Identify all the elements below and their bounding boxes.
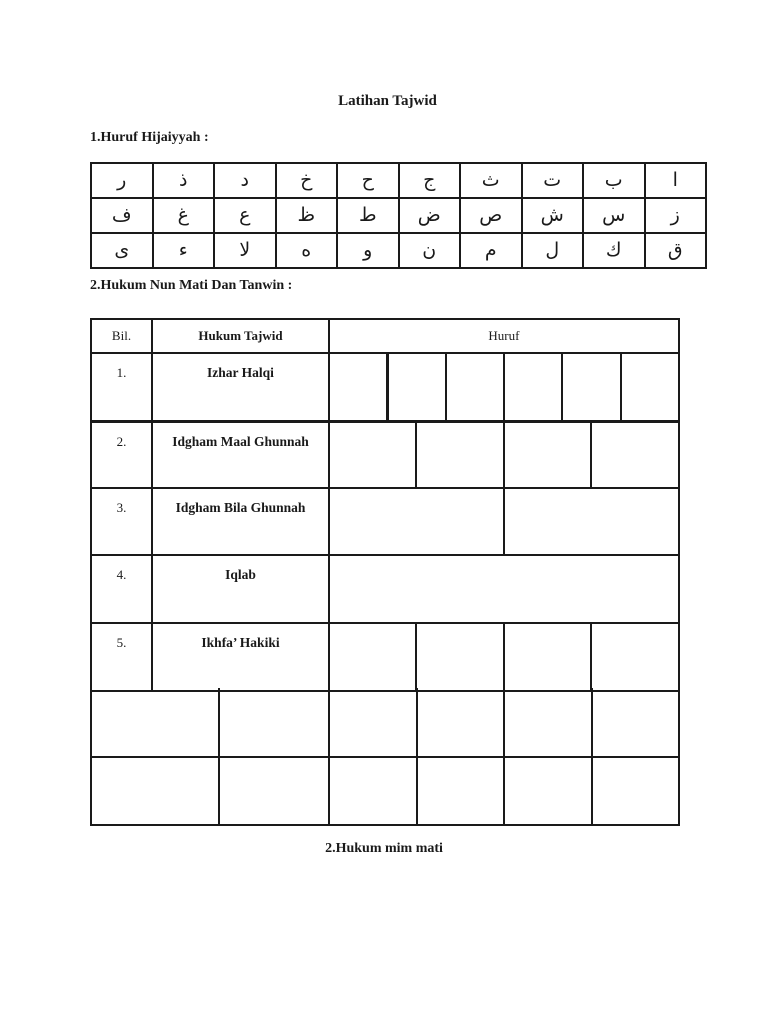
row-number: 1. bbox=[91, 353, 152, 421]
header-hukum-tajwid: Hukum Tajwid bbox=[152, 319, 329, 353]
table-row-iqlab bbox=[91, 555, 679, 623]
hijaiyyah-letter-cell: ج bbox=[399, 163, 461, 198]
section-heading-huruf-hijaiyyah: 1.Huruf Hijaiyyah : bbox=[90, 130, 209, 145]
hijaiyyah-letter-cell: ف bbox=[91, 198, 153, 233]
hijaiyyah-letter-cell: خ bbox=[276, 163, 338, 198]
answer-cell bbox=[504, 757, 592, 825]
empty-grid-row bbox=[91, 688, 679, 757]
answer-cell bbox=[329, 757, 417, 825]
answer-cell bbox=[621, 353, 679, 421]
table-row-idgham-maal-ghunnah bbox=[91, 421, 679, 488]
hukum-label-idgham-bila-ghunnah: Idgham Bila Ghunnah bbox=[152, 488, 329, 555]
hijaiyyah-letter-cell: ت bbox=[522, 163, 584, 198]
hukum-label-idgham-maal-ghunnah: Idgham Maal Ghunnah bbox=[152, 421, 329, 488]
hijaiyyah-letter-cell: ى bbox=[91, 233, 153, 268]
answer-cell bbox=[504, 488, 679, 555]
answer-cell bbox=[387, 353, 445, 421]
table-row-izhar-halqi bbox=[91, 353, 679, 421]
hijaiyyah-table bbox=[90, 162, 707, 269]
hijaiyyah-letter-cell: ض bbox=[399, 198, 461, 233]
hijaiyyah-letter-cell: ز bbox=[645, 198, 707, 233]
section-heading-hukum-nun-mati: 2.Hukum Nun Mati Dan Tanwin : bbox=[90, 278, 293, 293]
answer-cell bbox=[329, 688, 417, 757]
hijaiyyah-letter-cell: ح bbox=[337, 163, 399, 198]
hukum-label-ikhfa-hakiki: Ikhfa’ Hakiki bbox=[152, 623, 329, 691]
header-huruf: Huruf bbox=[329, 319, 679, 353]
hijaiyyah-letter-cell: ا bbox=[645, 163, 707, 198]
hijaiyyah-letter-cell: س bbox=[583, 198, 645, 233]
answer-cell bbox=[91, 757, 219, 825]
hijaiyyah-letter-cell: ه bbox=[276, 233, 338, 268]
answer-cell bbox=[446, 353, 504, 421]
answer-cell bbox=[329, 353, 387, 421]
hijaiyyah-letter-cell: د bbox=[214, 163, 276, 198]
hijaiyyah-letter-cell: ن bbox=[399, 233, 461, 268]
hijaiyyah-letter-cell: و bbox=[337, 233, 399, 268]
empty-answer-grid bbox=[90, 688, 680, 826]
answer-cell bbox=[329, 488, 504, 555]
hijaiyyah-letter-cell: ذ bbox=[153, 163, 215, 198]
row-number: 3. bbox=[91, 488, 152, 555]
answer-cell bbox=[329, 623, 416, 691]
answer-cell bbox=[562, 353, 620, 421]
hijaiyyah-letter-cell: ع bbox=[214, 198, 276, 233]
hijaiyyah-letter-cell: ث bbox=[460, 163, 522, 198]
hijaiyyah-letter-cell: ظ bbox=[276, 198, 338, 233]
hukum-label-iqlab: Iqlab bbox=[152, 555, 329, 623]
hijaiyyah-row bbox=[91, 198, 706, 233]
answer-cell bbox=[219, 688, 329, 757]
row-number: 5. bbox=[91, 623, 152, 691]
answer-cell bbox=[591, 623, 678, 691]
hijaiyyah-letter-cell: ص bbox=[460, 198, 522, 233]
table-row-ikhfa-hakiki bbox=[91, 623, 679, 691]
answer-cell bbox=[591, 421, 678, 488]
hijaiyyah-letter-cell: ش bbox=[522, 198, 584, 233]
answer-cell bbox=[416, 421, 503, 488]
hijaiyyah-letter-cell: م bbox=[460, 233, 522, 268]
hijaiyyah-letter-cell: ب bbox=[583, 163, 645, 198]
answer-cell bbox=[417, 757, 505, 825]
answer-cell bbox=[91, 688, 219, 757]
answer-cell bbox=[592, 688, 680, 757]
answer-cell bbox=[219, 757, 329, 825]
answer-cell bbox=[504, 421, 591, 488]
answer-cell bbox=[504, 623, 591, 691]
hijaiyyah-letter-cell: ك bbox=[583, 233, 645, 268]
hijaiyyah-row bbox=[91, 233, 706, 268]
hukum-nun-mati-table bbox=[90, 318, 680, 692]
hijaiyyah-letter-cell: لا bbox=[214, 233, 276, 268]
row-number: 2. bbox=[91, 421, 152, 488]
answer-cell bbox=[416, 623, 503, 691]
hijaiyyah-letter-cell: ل bbox=[522, 233, 584, 268]
hijaiyyah-row bbox=[91, 163, 706, 198]
hukum-label-izhar-halqi: Izhar Halqi bbox=[152, 353, 329, 421]
answer-cell bbox=[504, 688, 592, 757]
hijaiyyah-letter-cell: ر bbox=[91, 163, 153, 198]
answer-cell bbox=[329, 421, 416, 488]
hijaiyyah-letter-cell: ط bbox=[337, 198, 399, 233]
page-title: Latihan Tajwid bbox=[338, 93, 437, 109]
header-bil: Bil. bbox=[91, 319, 152, 353]
answer-cell bbox=[504, 353, 562, 421]
footer-caption-hukum-mim-mati: 2.Hukum mim mati bbox=[325, 841, 443, 856]
hijaiyyah-letter-cell: غ bbox=[153, 198, 215, 233]
hijaiyyah-letter-cell: ء bbox=[153, 233, 215, 268]
empty-grid-row bbox=[91, 757, 679, 825]
table-header-row bbox=[91, 319, 679, 353]
answer-cell bbox=[417, 688, 505, 757]
hijaiyyah-letter-cell: ق bbox=[645, 233, 707, 268]
answer-cell bbox=[592, 757, 680, 825]
row-number: 4. bbox=[91, 555, 152, 623]
table-row-idgham-bila-ghunnah bbox=[91, 488, 679, 555]
answer-cell bbox=[329, 555, 679, 623]
